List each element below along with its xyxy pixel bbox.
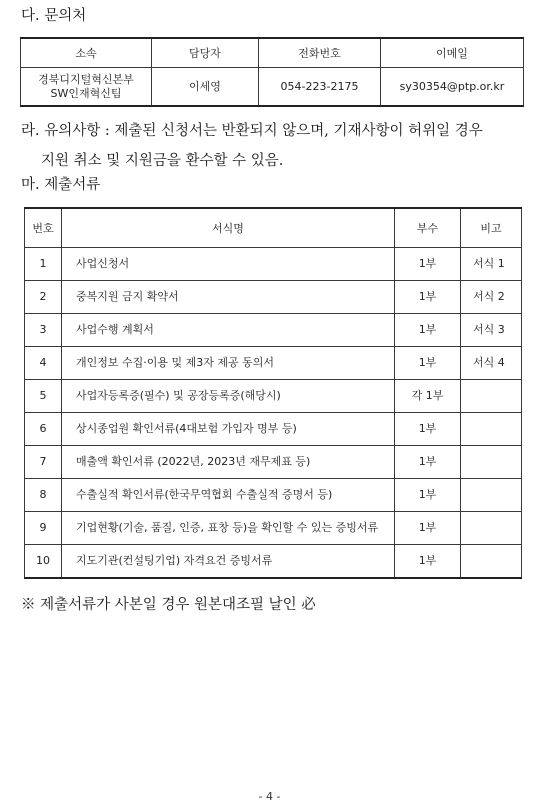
doc-number: 7 (25, 446, 62, 479)
final-note: ※ 제출서류가 사본일 경우 원본대조필 날인 必 (21, 597, 316, 613)
doc-remark (461, 479, 522, 512)
doc-copies: 1부 (395, 512, 461, 545)
docs-header-remark: 비고 (461, 208, 522, 248)
doc-number: 9 (25, 512, 62, 545)
doc-name: 사업신청서 (62, 248, 395, 281)
docs-header-copies: 부수 (395, 208, 461, 248)
contact-org-line2: SW인재혁신팀 (50, 86, 122, 100)
table-row (25, 314, 522, 347)
doc-remark (461, 380, 522, 413)
doc-number: 6 (25, 413, 62, 446)
doc-number: 1 (25, 248, 62, 281)
table-row (25, 545, 522, 579)
contact-person: 이세영 (152, 68, 259, 107)
doc-remark: 서식 3 (461, 314, 522, 347)
contact-table (20, 37, 524, 107)
table-row (25, 248, 522, 281)
table-row (25, 479, 522, 512)
section-contact-title: 다. 문의처 (21, 8, 87, 24)
docs-header-no: 번호 (25, 208, 62, 248)
contact-org (21, 68, 152, 107)
doc-copies: 1부 (395, 413, 461, 446)
notes-block (21, 116, 526, 176)
contact-header-phone: 전화번호 (259, 38, 381, 68)
doc-copies: 1부 (395, 479, 461, 512)
notes-line1: 라. 유의사항 : 제출된 신청서는 반환되지 않으며, 기재사항이 허위일 경우 (21, 123, 483, 139)
doc-remark (461, 413, 522, 446)
doc-number: 2 (25, 281, 62, 314)
doc-name: 개인정보 수집·이용 및 제3자 제공 동의서 (62, 347, 395, 380)
doc-remark (461, 512, 522, 545)
doc-copies: 1부 (395, 446, 461, 479)
doc-number: 8 (25, 479, 62, 512)
docs-table (24, 207, 522, 579)
doc-name: 중복지원 금지 확약서 (62, 281, 395, 314)
doc-number: 10 (25, 545, 62, 579)
doc-copies: 1부 (395, 248, 461, 281)
contact-org-line1: 경북디지털혁신본부 (38, 72, 134, 86)
contact-header-org: 소속 (21, 38, 152, 68)
docs-header-row (25, 208, 522, 248)
table-row (25, 347, 522, 380)
doc-copies: 1부 (395, 347, 461, 380)
contact-header-person: 담당자 (152, 38, 259, 68)
doc-remark: 서식 2 (461, 281, 522, 314)
doc-number: 5 (25, 380, 62, 413)
table-row (25, 446, 522, 479)
contact-header-row (21, 38, 524, 68)
contact-phone: 054-223-2175 (259, 68, 381, 107)
table-row (25, 281, 522, 314)
doc-number: 3 (25, 314, 62, 347)
doc-remark (461, 545, 522, 579)
doc-name: 수출실적 확인서류(한국무역협회 수출실적 증명서 등) (62, 479, 395, 512)
section-docs-title: 마. 제출서류 (21, 177, 101, 193)
doc-copies: 1부 (395, 314, 461, 347)
doc-remark: 서식 1 (461, 248, 522, 281)
table-row (25, 380, 522, 413)
docs-body (25, 248, 522, 579)
doc-name: 매출액 확인서류 (2022년, 2023년 재무제표 등) (62, 446, 395, 479)
doc-name: 기업현황(기술, 품질, 인증, 표창 등)을 확인할 수 있는 증빙서류 (62, 512, 395, 545)
table-row (25, 413, 522, 446)
docs-header-name: 서식명 (62, 208, 395, 248)
doc-remark (461, 446, 522, 479)
doc-copies: 각 1부 (395, 380, 461, 413)
contact-header-email: 이메일 (381, 38, 524, 68)
doc-name: 사업수행 계획서 (62, 314, 395, 347)
contact-row (21, 68, 524, 107)
doc-name: 사업자등록증(필수) 및 공장등록증(해당시) (62, 380, 395, 413)
contact-email[interactable]: sy30354@ptp.or.kr (381, 68, 524, 107)
doc-name: 지도기관(컨설팅기업) 자격요건 증빙서류 (62, 545, 395, 579)
table-row (25, 512, 522, 545)
doc-number: 4 (25, 347, 62, 380)
doc-copies: 1부 (395, 545, 461, 579)
doc-name: 상시종업원 확인서류(4대보험 가입자 명부 등) (62, 413, 395, 446)
doc-copies: 1부 (395, 281, 461, 314)
notes-line2: 지원 취소 및 지원금을 환수할 수 있음. (41, 153, 284, 169)
doc-remark: 서식 4 (461, 347, 522, 380)
page-number: - 4 - (258, 790, 281, 803)
